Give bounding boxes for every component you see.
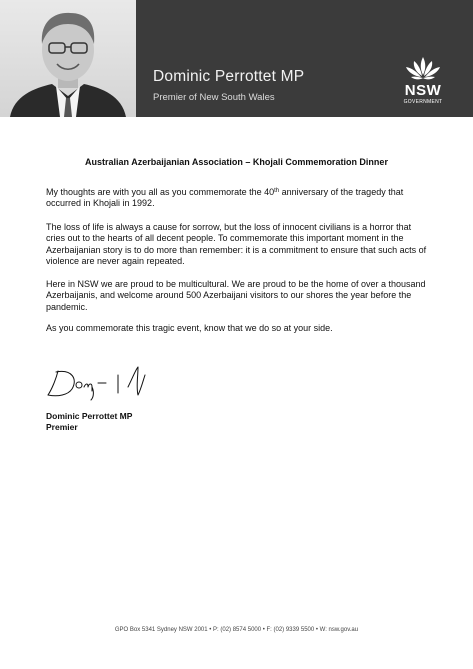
header-name: Dominic Perrottet MP	[153, 68, 305, 85]
paragraph-1-text-cont: anniversary of the tragedy that occurred in Khojali in 1992.	[46, 187, 404, 209]
letter-title: Australian Azerbaijanian Association – Khojali Commemoration Dinner	[85, 157, 388, 167]
paragraph-2: The loss of life is always a cause for sorrow, but the loss of innocent civilians is a horror that cries out to the hearts of all decent people. To commemorate this important moment in the Azerbaijanian story is to do more than remember: it is a commitment to ensure that such acts of violence are never again repeated.	[46, 222, 427, 266]
signatory-role: Premier	[46, 422, 78, 432]
nsw-government-logo	[395, 55, 451, 111]
letterhead-banner	[0, 0, 473, 117]
portrait-photo	[0, 0, 136, 117]
waratah-icon	[395, 55, 451, 83]
header-role: Premier of New South Wales	[153, 92, 275, 103]
paragraph-1	[46, 187, 428, 210]
logo-subtitle: GOVERNMENT	[403, 99, 443, 105]
footer-contact: GPO Box 5341 Sydney NSW 2001 • P: (02) 8574 5000 • F: (02) 9339 5500 • W: nsw.gov.au	[114, 627, 359, 633]
handwritten-signature	[42, 365, 162, 401]
signatory-name: Dominic Perrottet MP	[46, 411, 133, 421]
ordinal-suffix: th	[274, 188, 280, 194]
logo-wordmark: NSW	[404, 82, 442, 99]
paragraph-1-text: My thoughts are with you all as you commemorate the 40	[46, 187, 275, 197]
paragraph-3: Here in NSW we are proud to be multicultural. We are proud to be the home of over a thousand Azerbaijanis, and welcome around 500 Azerbaijani visitors to our shores the year before the pandemic.	[46, 279, 426, 312]
paragraph-4: As you commemorate this tragic event, know that we do so at your side.	[46, 323, 333, 333]
